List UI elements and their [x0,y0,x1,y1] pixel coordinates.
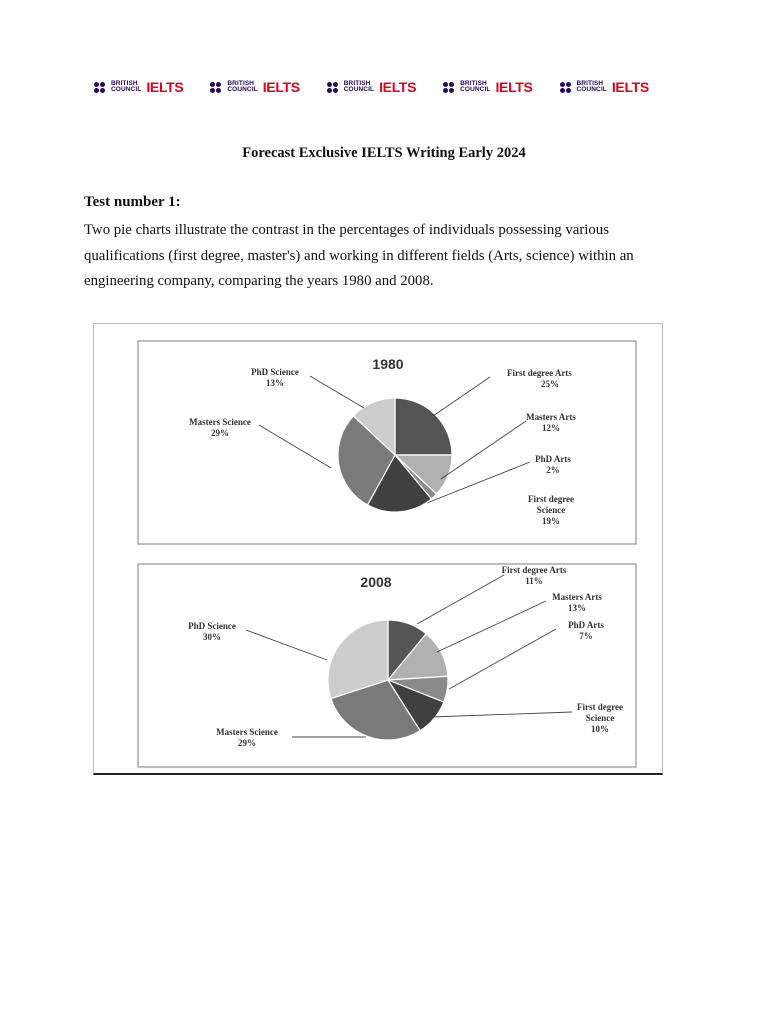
slice-label-first-degree-arts: First degree Arts 11% [501,565,567,586]
british-council-dots-icon [94,82,106,93]
header-logo-strip [94,78,649,96]
ielts-wordmark: IELTS [379,79,417,95]
document-title: Forecast Exclusive IELTS Writing Early 2024 [242,145,526,161]
british-council-dots-icon [210,82,222,93]
ielts-wordmark: IELTS [495,79,533,95]
intro-paragraph: Two pie charts illustrate the contrast in the percentages of individuals possessing various qualifications (first degree, master's) and working in different fields (Arts, science) within an engineering company, comparing the years 1980 and 2008. [84,222,634,289]
ielts-wordmark: IELTS [146,79,184,95]
test-heading: Test number 1: [84,194,181,210]
slice-label-masters-arts: Masters Arts 12% [526,412,576,433]
british-council-dots-icon [443,82,455,93]
slice-label-first-degree-arts: First degree Arts 25% [507,368,572,389]
slice-label-phd-science: PhD Science 13% [251,367,299,388]
ielts-wordmark: IELTS [611,79,649,95]
british-council-wordmark: BRITISH COUNCIL [343,79,375,93]
british-council-wordmark: BRITISH COUNCIL [576,79,607,93]
slice-label-phd-arts: PhD Arts 7% [568,620,604,641]
british-council-wordmark: BRITISH COUNCIL [460,79,491,93]
ielts-wordmark: IELTS [262,79,300,95]
chart-title: 2008 [360,574,392,590]
pie-charts-svg [94,324,662,773]
slice-label-first-degree-science: First degree Science 10% [576,702,624,734]
british-council-ielts-logo [94,80,183,94]
pie-chart-1980 [138,341,636,544]
british-council-wordmark: BRITISH COUNCIL [227,79,258,93]
slice-label-first-degree-science: First degree Science 19% [527,494,575,526]
british-council-ielts-logo [560,80,649,94]
pie-chart-2008 [138,564,636,767]
british-council-ielts-logo [210,80,299,94]
slice-label-masters-arts: Masters Arts 13% [552,592,602,613]
chart-title: 1980 [372,356,404,372]
pie-charts-figure [93,323,663,775]
british-council-ielts-logo [443,80,532,94]
slice-label-phd-science: PhD Science 30% [188,621,236,642]
british-council-dots-icon [327,82,339,93]
slice-label-phd-arts: PhD Arts 2% [535,454,571,475]
slice-label-masters-science: Masters Science 29% [216,727,278,748]
slice-label-masters-science: Masters Science 29% [189,417,251,438]
british-council-ielts-logo [327,80,416,94]
british-council-dots-icon [560,82,572,93]
british-council-wordmark: BRITISH COUNCIL [111,79,142,93]
